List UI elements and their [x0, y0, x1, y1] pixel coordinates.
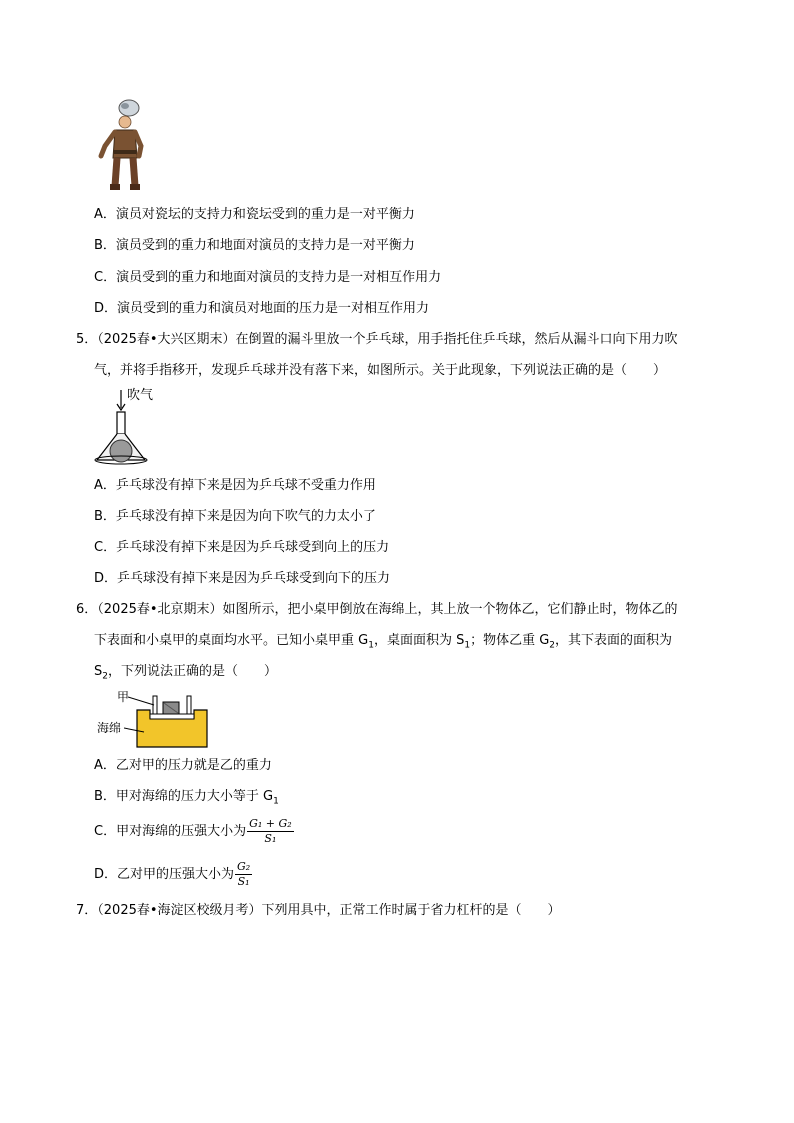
q6-option-c-text: C．甲对海绵的压强大小为: [94, 824, 247, 839]
q6-option-c: [94, 814, 294, 850]
q6-option-d-denominator: S₁: [237, 875, 250, 888]
q4-option-c: C．演员受到的重力和地面对演员的支持力是一对相互作用力: [94, 270, 442, 285]
q4-option-b: B．演员受到的重力和地面对演员的支持力是一对平衡力: [94, 238, 415, 253]
q6-line2-sub-g1: 1: [368, 640, 374, 651]
q6-line3-part-c: ，下列说法正确的是（ ）: [108, 664, 278, 679]
jia-label: 甲: [117, 690, 130, 704]
q6-option-d: [94, 857, 252, 893]
q4-option-a: A．演员对瓷坛的支持力和瓷坛受到的重力是一对平衡力: [94, 207, 415, 222]
q5-option-c: C．乒乓球没有掉下来是因为乒乓球受到向上的压力: [94, 540, 390, 555]
q7-stem-line1: 7．（2025春•海淀区校级月考）下列用具中，正常工作时属于省力杠杆的是（ ）: [76, 903, 561, 918]
q6-option-b: [94, 788, 279, 811]
q6-line3-sub-s2: 2: [102, 671, 108, 682]
q6-option-c-denominator: S₁: [264, 832, 277, 845]
q6-option-b-sub: 1: [273, 796, 279, 807]
q6-line2-part-g: ，其下表面的面积为: [555, 633, 673, 648]
q5-option-a: A．乒乓球没有掉下来是因为乒乓球不受重力作用: [94, 478, 376, 493]
q6-option-d-numerator: G₂: [237, 860, 251, 873]
q6-line2-sub-s1: 1: [464, 640, 471, 651]
q6-option-c-fraction: [247, 818, 294, 845]
q6-option-d-text: D．乙对甲的压强大小为: [94, 867, 235, 882]
q5-option-d: D．乒乓球没有掉下来是因为乒乓球受到向下的压力: [94, 571, 391, 586]
jia-leader-line: [128, 695, 158, 707]
blow-label: 吹气: [127, 388, 154, 403]
q6-option-c-numerator: G₁ + G₂: [249, 817, 292, 830]
q6-line3-part-a: S: [94, 664, 103, 679]
q6-option-d-fraction: [235, 861, 252, 888]
q6-line2-part-c: ，桌面面积为 S: [373, 633, 465, 648]
q6-line2-sub-g2: 2: [549, 640, 556, 651]
q6-option-b-text: B．甲对海绵的压力大小等于 G: [94, 789, 274, 804]
sponge-label: 海绵: [97, 721, 122, 735]
q4-option-d: D．演员受到的重力和演员对地面的压力是一对相互作用力: [94, 301, 430, 316]
q6-stem-line1: 6．（2025春•北京期末）如图所示，把小桌甲倒放在海绵上，其上放一个物体乙，它们静止时，物体乙的: [76, 602, 678, 617]
q6-stem-line2: [94, 632, 672, 655]
q6-line2-part-e: ；物体乙重 G: [470, 633, 550, 648]
q5-stem-line2: 气，并将手指移开，发现乒乓球并没有落下来，如图所示。关于此现象，下列说法正确的是（ ）: [94, 363, 667, 378]
q6-line2-part-a: 下表面和小桌甲的桌面均水平。已知小桌甲重 G: [94, 633, 369, 648]
q5-stem-line1: 5．（2025春•大兴区期末）在倒置的漏斗里放一个乒乓球，用手指托住乒乓球，然后从漏斗口向下用力吹: [76, 332, 678, 347]
sponge-leader-line: [124, 726, 146, 734]
performer-jar-figure: [95, 98, 155, 194]
q6-stem-line3: [94, 663, 277, 686]
q5-option-b: B．乒乓球没有掉下来是因为向下吹气的力太小了: [94, 509, 376, 524]
q6-option-a: A．乙对甲的压力就是乙的重力: [94, 758, 272, 773]
